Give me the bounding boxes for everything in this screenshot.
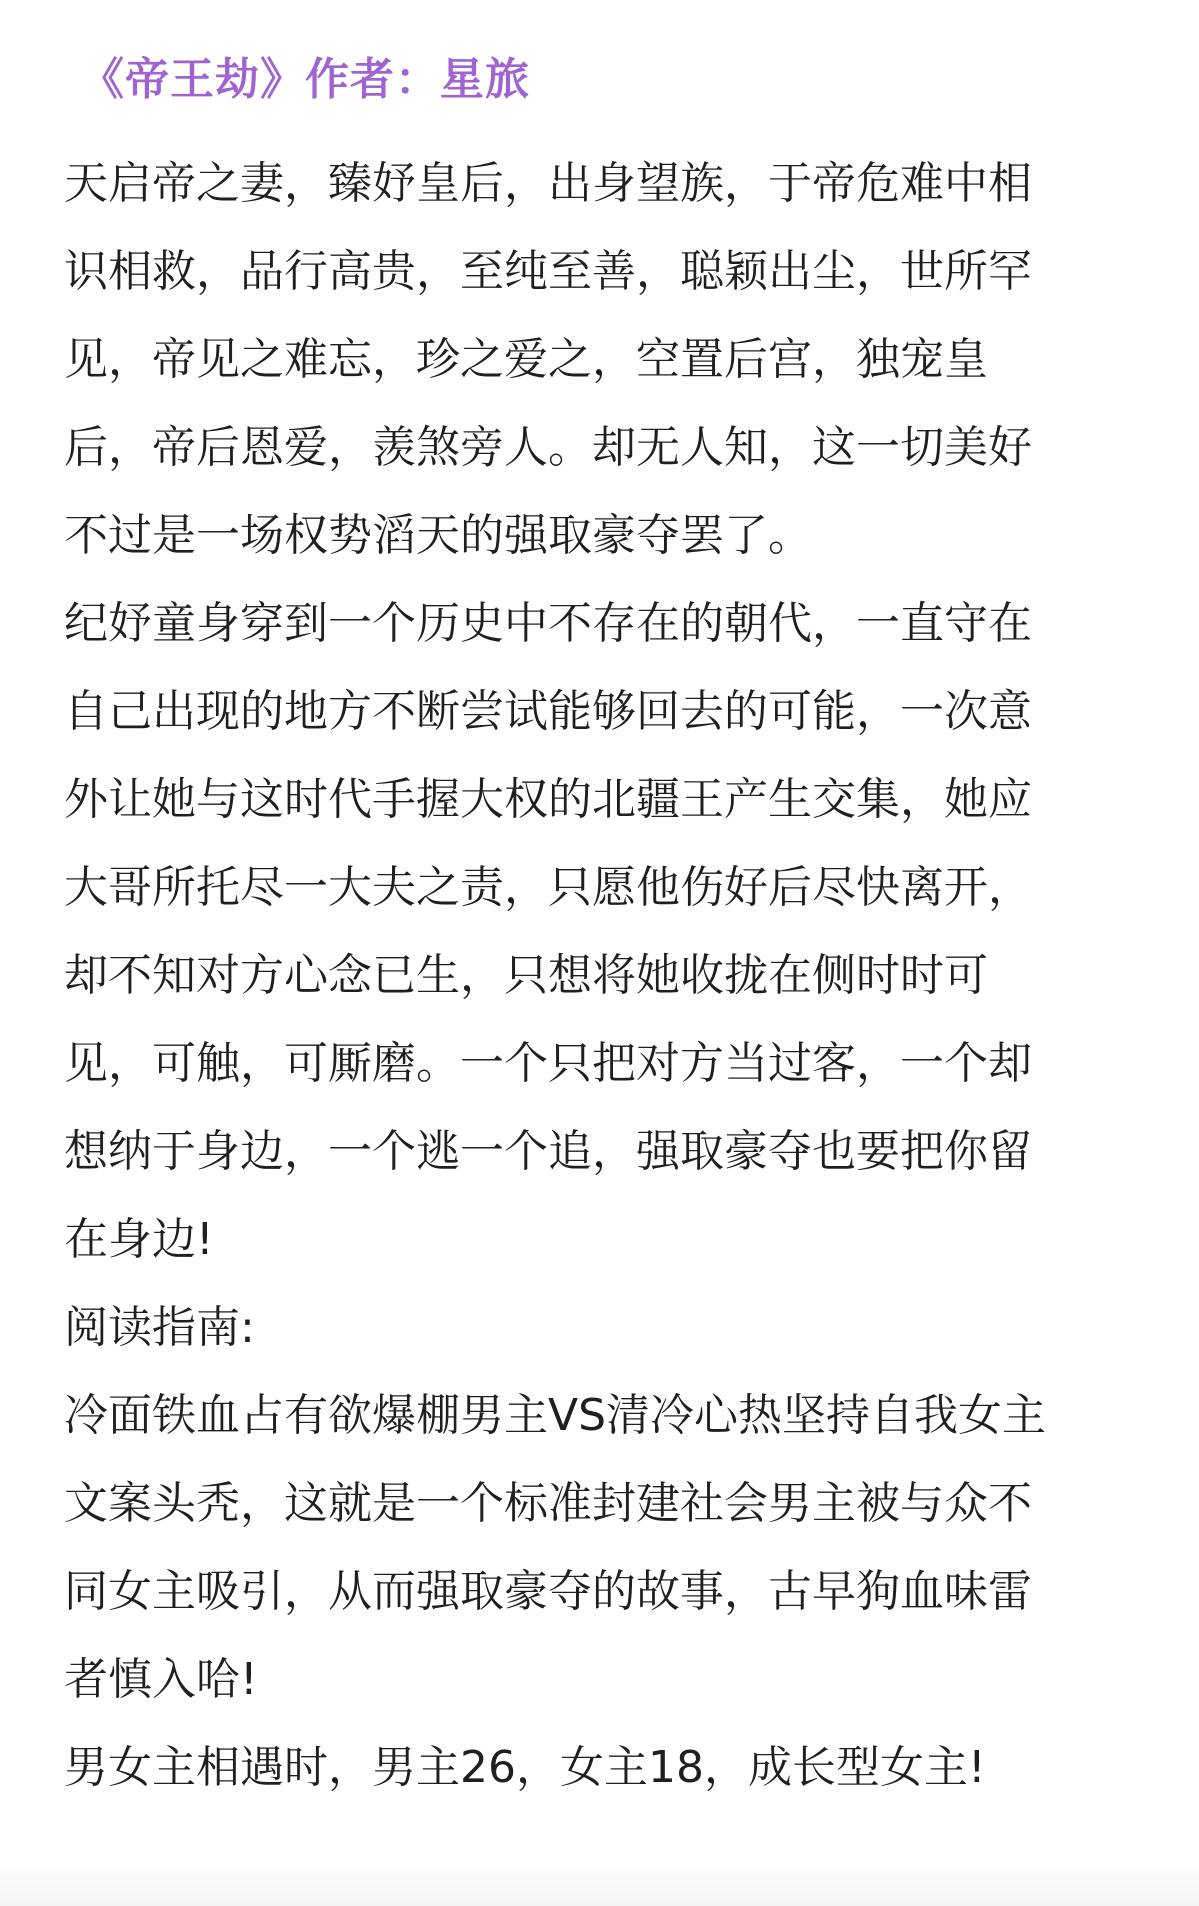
text-line: 大哥所托尽一大夫之责，只愿他伤好后尽快离开， bbox=[64, 862, 1032, 913]
text-line: 想纳于身边，一个逃一个追，强取豪夺也要把你留 bbox=[64, 1126, 1032, 1177]
text-line: 见，可触，可厮磨。一个只把对方当过客，一个却 bbox=[64, 1038, 1032, 1089]
text-line: 却不知对方心念已生，只想将她收拢在侧时时可 bbox=[64, 950, 988, 1001]
book-title: 《帝王劫》作者：星旅 bbox=[80, 54, 530, 105]
text-line: 不过是一场权势滔天的强取豪夺罢了。 bbox=[64, 510, 812, 561]
text-line: 外让她与这时代手握大权的北疆王产生交集，她应 bbox=[64, 774, 1032, 825]
text-line: 同女主吸引，从而强取豪夺的故事，古早狗血味雷 bbox=[64, 1566, 1032, 1617]
text-line: 后，帝后恩爱，羡煞旁人。却无人知，这一切美好 bbox=[64, 422, 1032, 473]
synopsis-text bbox=[64, 140, 1144, 1812]
bottom-fade bbox=[0, 1860, 1199, 1906]
text-line: 天启帝之妻，臻妤皇后，出身望族，于帝危难中相 bbox=[64, 158, 1032, 209]
text-line: 识相救，品行高贵，至纯至善，聪颖出尘，世所罕 bbox=[64, 246, 1032, 297]
text-line: 男女主相遇时，男主26，女主18，成长型女主! bbox=[64, 1742, 986, 1793]
text-line: 在身边! bbox=[64, 1214, 214, 1265]
text-line: 纪妤童身穿到一个历史中不存在的朝代，一直守在 bbox=[64, 598, 1032, 649]
text-line: 见，帝见之难忘，珍之爱之，空置后宫，独宠皇 bbox=[64, 334, 988, 385]
text-line: 文案头秃，这就是一个标准封建社会男主被与众不 bbox=[64, 1478, 1032, 1529]
text-line: 自己出现的地方不断尝试能够回去的可能，一次意 bbox=[64, 686, 1032, 737]
text-line: 冷面铁血占有欲爆棚男主VS清冷心热坚持自我女主 bbox=[64, 1390, 1047, 1441]
text-line: 者慎入哈! bbox=[64, 1654, 258, 1705]
reading-guide-heading: 阅读指南: bbox=[64, 1302, 255, 1353]
